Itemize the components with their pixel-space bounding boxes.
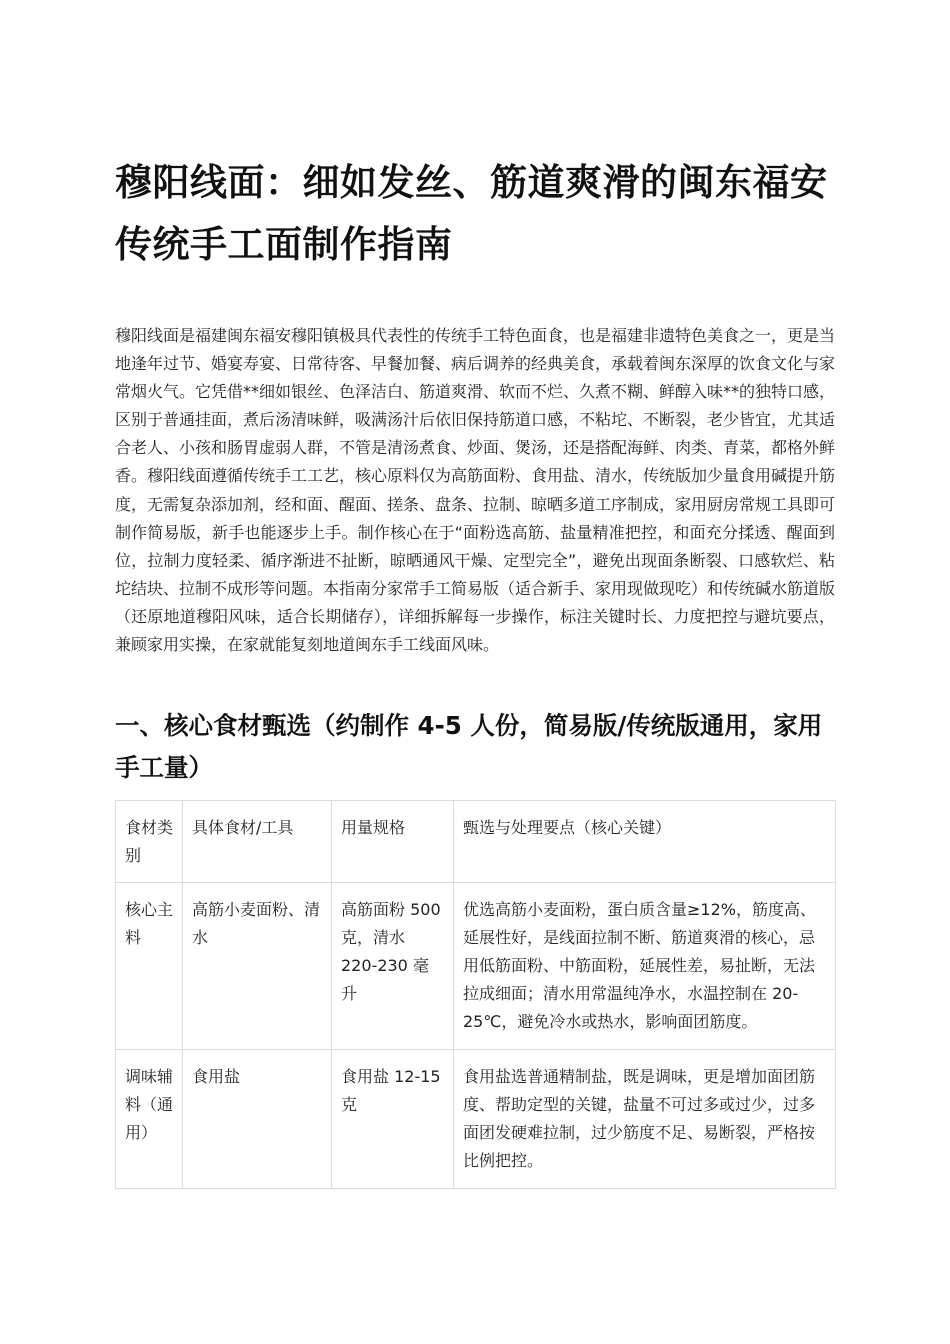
table-cell-category: 调味辅料（通用） — [116, 1050, 183, 1189]
table-cell-category: 核心主料 — [116, 883, 183, 1050]
table-cell-notes: 食用盐选普通精制盐，既是调味，更是增加面团筋度、帮助定型的关键，盐量不可过多或过少，过多面团发硬难拉制，过少筋度不足、易断裂，严格按比例把控。 — [454, 1050, 836, 1189]
intro-paragraph: 穆阳线面是福建闽东福安穆阳镇极具代表性的传统手工特色面食，也是福建非遗特色美食之一，更是当地逢年过节、婚宴寿宴、日常待客、早餐加餐、病后调养的经典美食，承载着闽东深厚的饮食文化与家常烟火气。它凭借**细如银丝、色泽洁白、筋道爽滑、软而不烂、久煮不糊、鲜醇入味**的独特口感，区别于普通挂面，煮后汤清味鲜，吸满汤汁后依旧保持筋道口感，不粘坨、不断裂，老少皆宜，尤其适合老人、小孩和肠胃虚弱人群，不管是清汤煮食、炒面、煲汤，还是搭配海鲜、肉类、青菜，都格外鲜香。穆阳线面遵循传统手工工艺，核心原料仅为高筋面粉、食用盐、清水，传统版加少量食用碱提升筋度，无需复杂添加剂，经和面、醒面、搓条、盘条、拉制、晾晒多道工序制成，家用厨房常规工具即可制作简易版，新手也能逐步上手。制作核心在于“面粉选高筋、盐量精准把控，和面充分揉透、醒面到位，拉制力度轻柔、循序渐进不扯断，晾晒通风干燥、定型完全”，避免出现面条断裂、口感软烂、粘坨结块、拉制不成形等问题。本指南分家常手工简易版（适合新手、家用现做现吃）和传统碱水筋道版（还原地道穆阳风味，适合长期储存），详细拆解每一步操作，标注关键时长、力度把控与避坑要点，兼顾家用实操，在家就能复刻地道闽东手工线面风味。 — [115, 326, 836, 655]
section-heading-ingredients: 一、核心食材甄选（约制作 4-5 人份，简易版/传统版通用，家用手工量） — [115, 711, 823, 782]
table-row — [116, 1050, 836, 1189]
table-cell-amount: 高筋面粉 500 克，清水 220-230 毫升 — [332, 883, 454, 1050]
table-header-cell: 用量规格 — [332, 801, 454, 883]
table-header-cell: 具体食材/工具 — [183, 801, 332, 883]
ingredients-table — [115, 800, 836, 1189]
table-header-row — [116, 801, 836, 883]
table-header-cell: 食材类别 — [116, 801, 183, 883]
table-cell-amount: 食用盐 12-15 克 — [332, 1050, 454, 1189]
table-cell-item: 食用盐 — [183, 1050, 332, 1189]
table-row — [116, 883, 836, 1050]
table-cell-item: 高筋小麦面粉、清水 — [183, 883, 332, 1050]
table-cell-notes: 优选高筋小麦面粉，蛋白质含量≥12%，筋度高、延展性好，是线面拉制不断、筋道爽滑的核心，忌用低筋面粉、中筋面粉，延展性差，易扯断，无法拉成细面；清水用常温纯净水，水温控制在 20-25℃，避免冷水或热水，影响面团筋度。 — [454, 883, 836, 1050]
table-header-cell: 甄选与处理要点（核心关键） — [454, 801, 836, 883]
page-title: 穆阳线面：细如发丝、筋道爽滑的闽东福安传统手工面制作指南 — [115, 161, 828, 266]
